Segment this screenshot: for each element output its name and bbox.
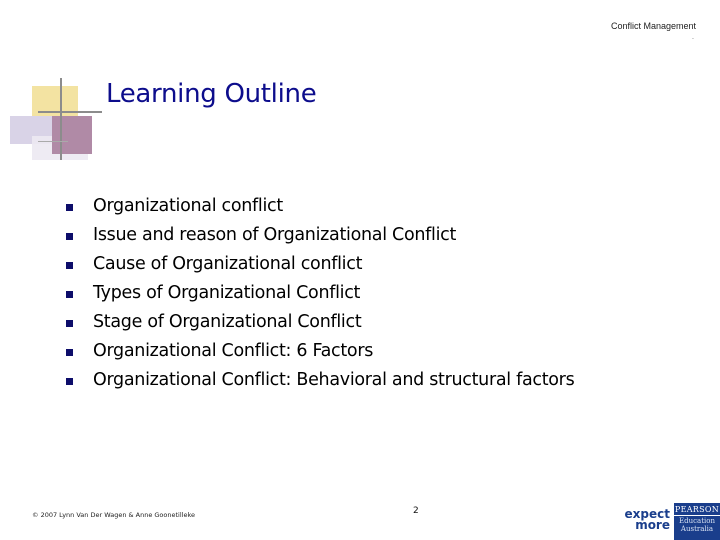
list-item — [66, 307, 574, 336]
expect-more-logo — [624, 509, 670, 531]
pearson-sub1: Education — [679, 517, 715, 525]
bullet-square-icon — [66, 320, 73, 327]
list-item — [66, 249, 574, 278]
header-title: Conflict Management — [610, 21, 696, 31]
decor-line-horizontal-short — [38, 141, 68, 142]
bullet-square-icon — [66, 233, 73, 240]
bullet-square-icon — [66, 204, 73, 211]
bullet-square-icon — [66, 262, 73, 269]
bullet-square-icon — [66, 291, 73, 298]
list-item — [66, 220, 574, 249]
bullet-text: Organizational conflict — [93, 195, 283, 216]
bullet-text: Organizational Conflict: 6 Factors — [93, 340, 374, 361]
bullet-square-icon — [66, 349, 73, 356]
pearson-wordmark: PEARSON — [674, 505, 720, 514]
slide-title: Learning Outline — [106, 79, 317, 109]
list-item — [66, 278, 574, 307]
expect-more-line1: expect — [624, 507, 670, 521]
bullet-text: Issue and reason of Organizational Conflict — [93, 224, 457, 245]
bullet-list — [66, 191, 574, 394]
page-number: 2 — [413, 506, 419, 516]
decor-line-horizontal — [38, 111, 102, 113]
list-item — [66, 336, 574, 365]
pearson-logo — [674, 503, 720, 540]
list-item — [66, 191, 574, 220]
pearson-logo-divider — [674, 515, 720, 516]
header-dot: . — [692, 34, 694, 41]
bullet-text: Cause of Organizational conflict — [93, 253, 363, 274]
expect-more-line2: more — [635, 518, 670, 532]
bullet-square-icon — [66, 378, 73, 385]
bullet-text: Types of Organizational Conflict — [93, 282, 361, 303]
bullet-text: Stage of Organizational Conflict — [93, 311, 362, 332]
list-item — [66, 365, 574, 394]
footer-copyright: © 2007 Lynn Van Der Wagen & Anne Goonetilleke — [32, 511, 196, 519]
decor-square-plum — [52, 116, 92, 154]
bullet-text: Organizational Conflict: Behavioral and structural factors — [93, 369, 575, 390]
decor-line-vertical — [60, 78, 62, 160]
pearson-sub2: Australia — [680, 525, 714, 533]
